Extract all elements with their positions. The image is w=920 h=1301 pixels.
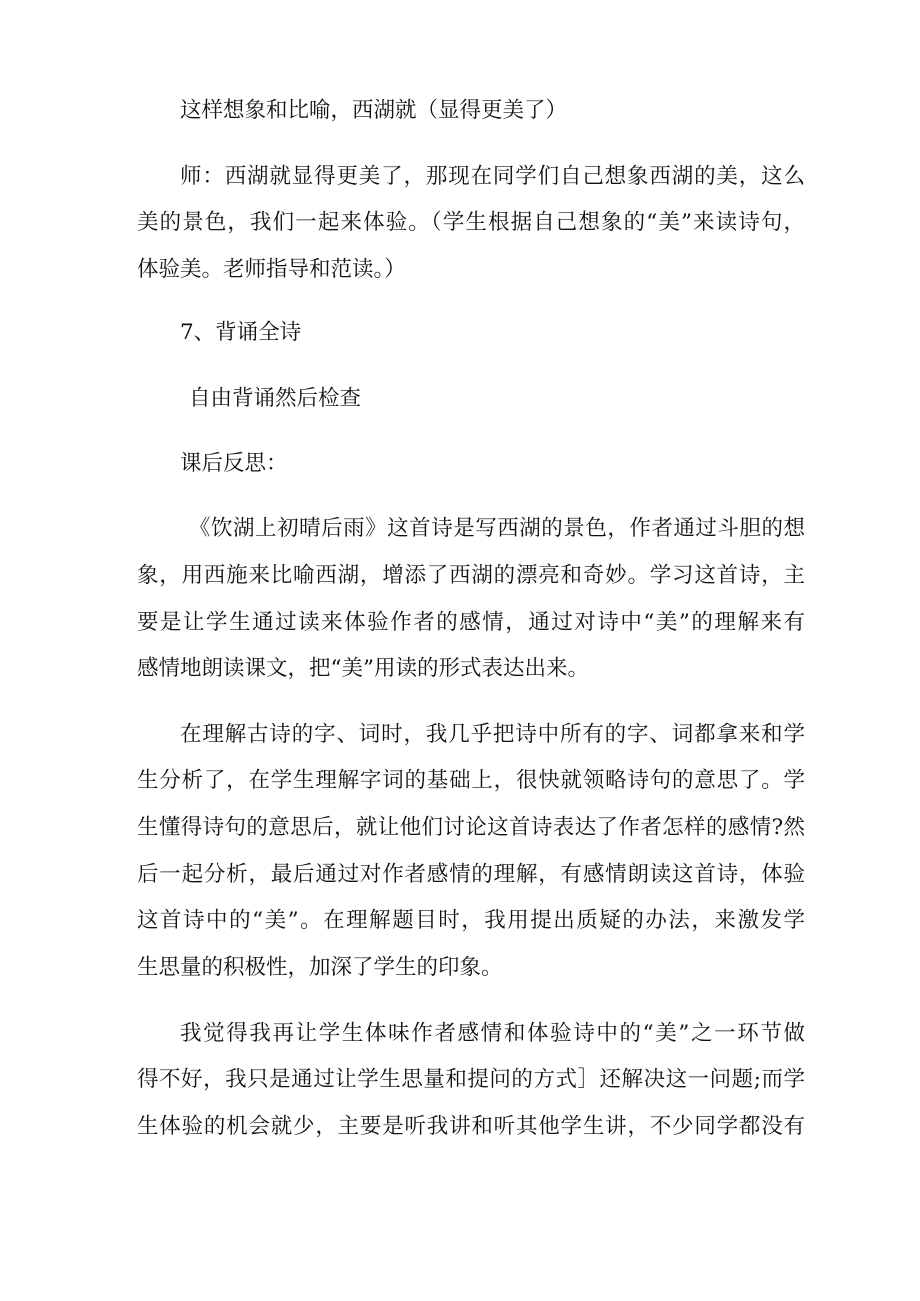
text-line: 美的景色，我们一起来体验。（学生根据自己想象的“美”来读诗句， [137,210,805,235]
section-heading: 7、背诵全诗 [180,320,302,345]
text-line: 要是让学生通过读来体验作者的感情，通过对诗中“美”的理解来有 [137,610,805,635]
text-line: 《饮湖上初晴后雨》这首诗是写西湖的景色，作者通过斗胆的想 [189,516,805,541]
text-line: 生体验的机会就少，主要是听我讲和听其他学生讲，不少同学都没有 [137,1114,805,1139]
text-line: 这样想象和比喻，西湖就（显得更美了） [180,98,568,123]
text-line: 象，用西施来比喻西湖，增添了西湖的漂亮和奇妙。学习这首诗，主 [137,563,805,588]
text-line: 师：西湖就显得更美了，那现在同学们自己想象西湖的美，这么 [180,164,805,189]
text-line: 生思量的积极性，加深了学生的印象。 [137,955,503,980]
text-line: 得不好，我只是通过让学生思量和提问的方式］还解决这一问题;而学 [137,1067,805,1092]
text-line: 在理解古诗的字、词时，我几乎把诗中所有的字、词都拿来和学 [180,722,805,747]
section-heading: 课后反思： [180,451,288,476]
text-line: 后一起分析，最后通过对作者感情的理解，有感情朗读这首诗，体验 [137,862,805,887]
text-line: 自由背诵然后检查 [189,386,362,411]
text-line: 我觉得我再让学生体味作者感情和体验诗中的“美”之一环节做 [180,1021,805,1046]
text-line: 生分析了，在学生理解字词的基础上，很快就领略诗句的意思了。学 [137,768,805,793]
text-line: 感情地朗读课文，把“美”用读的形式表达出来。 [137,656,589,681]
text-line: 生懂得诗句的意思后，就让他们讨论这首诗表达了作者怎样的感情?然 [137,815,805,840]
text-line: 这首诗中的“美”。在理解题目时，我用提出质疑的办法，来激发学 [137,908,805,933]
text-line: 体验美。老师指导和范读。） [137,257,406,282]
